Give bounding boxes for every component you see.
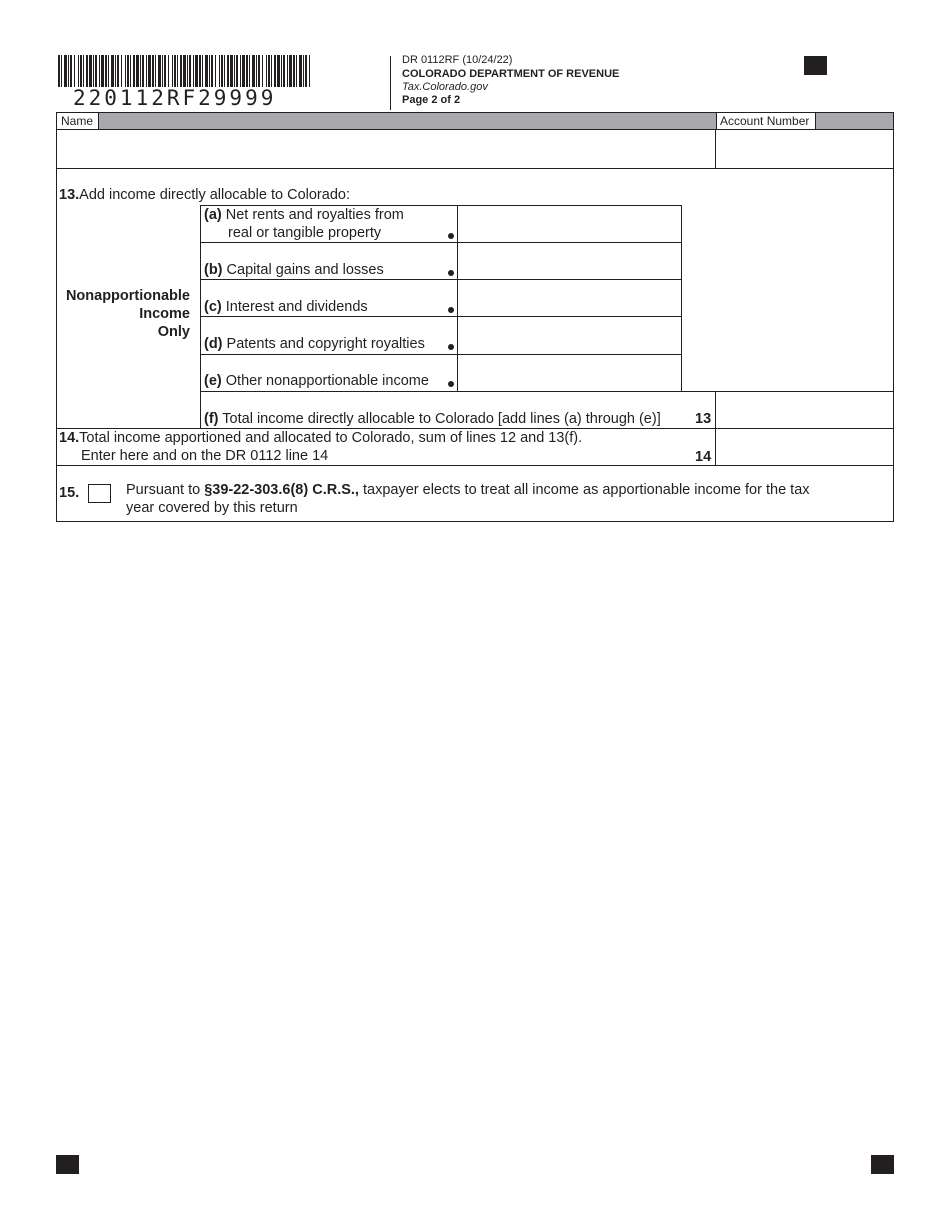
line-13c-label	[204, 299, 368, 316]
line-14-text-2: Enter here and on the DR 0112 line 14	[81, 448, 329, 464]
line-13f-text: Total income directly allocable to Colorado [add lines (a) through (e)]	[222, 411, 661, 427]
line-13a-label	[204, 207, 404, 224]
line-14-text-1: Total income apportioned and allocated to Colorado, sum of lines 12 and 13(f).	[79, 430, 583, 446]
line-13b-amount[interactable]	[458, 243, 681, 279]
website: Tax.Colorado.gov	[402, 81, 488, 93]
line-13f-label	[204, 411, 661, 428]
line-15-text-post: taxpayer elects to treat all income as apportionable income for the tax	[362, 482, 810, 498]
line-14-number-box: 14	[695, 449, 712, 465]
bullet-icon	[448, 381, 454, 387]
registration-marker-bottom-right	[871, 1155, 894, 1174]
frame-left	[56, 169, 57, 522]
frame-right	[893, 169, 894, 522]
line-13e-prefix: (e)	[204, 373, 222, 389]
line-15-text-pre: Pursuant to	[126, 482, 201, 498]
barcode-number: 220112RF29999	[73, 86, 277, 110]
line-13d-amount[interactable]	[458, 317, 681, 354]
line-13a-text-2: real or tangible property	[228, 225, 382, 241]
line-13-heading	[59, 187, 350, 204]
name-label: Name	[57, 113, 99, 129]
line-13e-amount[interactable]	[458, 355, 681, 391]
line-13a-amount[interactable]	[458, 206, 681, 242]
line-13a-prefix: (a)	[204, 207, 222, 223]
line-13c-prefix: (c)	[204, 299, 222, 315]
line-13-text: Add income directly allocable to Colorado:	[79, 187, 350, 203]
line-13d-prefix: (d)	[204, 336, 223, 352]
line-15-checkbox[interactable]	[88, 484, 111, 503]
nonapportionable-label-line1: Nonapportionable	[65, 288, 190, 304]
line-13a-text-1: Net rents and royalties from	[225, 207, 404, 223]
department-name: COLORADO DEPARTMENT OF REVENUE	[402, 68, 620, 80]
bullet-icon	[448, 270, 454, 276]
nonapportionable-label-line2: Income	[139, 306, 190, 322]
line-13c-amount[interactable]	[458, 280, 681, 316]
line-13d-text: Patents and copyright royalties	[226, 336, 425, 352]
account-number-label: Account Number	[716, 113, 816, 129]
sublines-left-border	[200, 205, 201, 429]
line-13b-label	[204, 262, 384, 279]
sublines-amount-right	[681, 205, 682, 392]
registration-marker-top-right	[804, 56, 827, 75]
line-13-amount[interactable]	[716, 392, 893, 428]
bullet-icon	[448, 233, 454, 239]
line-14-text	[59, 430, 582, 447]
line-15-text-2: year covered by this return	[126, 500, 298, 516]
line-13d-label	[204, 336, 425, 353]
line-15-number: 15.	[59, 485, 80, 501]
line-14-number: 14.	[59, 430, 80, 446]
line-15-text	[126, 482, 886, 499]
header-divider	[390, 56, 391, 110]
registration-marker-bottom-left	[56, 1155, 79, 1174]
line-13-number-box: 13	[695, 411, 712, 427]
line-14-amount[interactable]	[716, 429, 893, 465]
line-13e-label	[204, 373, 429, 390]
bullet-icon	[448, 344, 454, 350]
page-number: Page 2 of 2	[402, 94, 461, 106]
form-id: DR 0112RF (10/24/22)	[402, 54, 513, 66]
nonapportionable-label-line3: Only	[157, 324, 190, 340]
account-number-field[interactable]	[716, 130, 893, 168]
barcode	[58, 55, 310, 87]
line-14-bottom	[56, 465, 894, 466]
bullet-icon	[448, 307, 454, 313]
line-13f-prefix: (f)	[204, 411, 219, 427]
name-field[interactable]	[57, 130, 715, 168]
line-15-statute: §39-22-303.6(8) C.R.S.,	[204, 482, 359, 498]
line-13b-text: Capital gains and losses	[226, 262, 384, 278]
line-13e-text: Other nonapportionable income	[225, 373, 429, 389]
line-13c-text: Interest and dividends	[225, 299, 368, 315]
line-13b-prefix: (b)	[204, 262, 223, 278]
frame-bottom	[56, 521, 894, 522]
line-13-number: 13.	[59, 187, 80, 203]
nonapportionable-label	[60, 287, 190, 341]
